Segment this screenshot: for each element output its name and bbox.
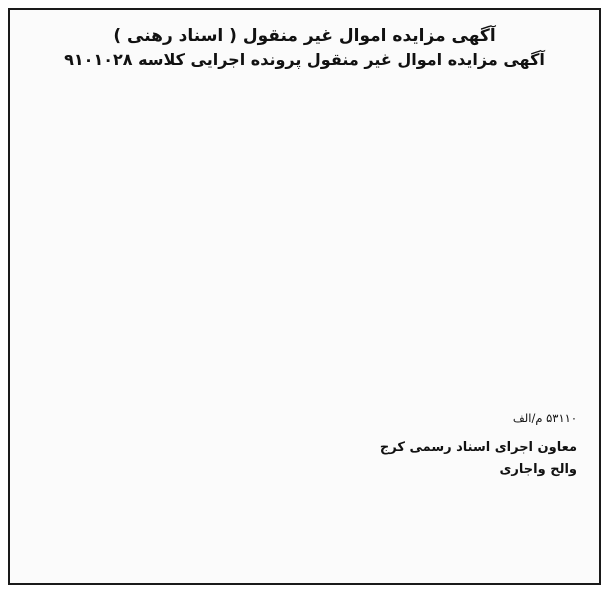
signature-subtitle: والح واجاری bbox=[499, 462, 577, 477]
notice-body bbox=[32, 77, 577, 407]
notice-reference: ۵۳۱۱۰ م/الف bbox=[512, 411, 577, 425]
signature-title: معاون اجرای اسناد رسمی کرج bbox=[379, 440, 577, 455]
notice-content bbox=[10, 10, 599, 491]
notice-frame bbox=[8, 8, 601, 585]
signature-block bbox=[32, 437, 577, 481]
notice-title: آگهی مزایده اموال غیر منقول ( اسناد رهنی ) bbox=[113, 26, 496, 46]
notice-subtitle: آگهی مزایده اموال غیر منقول پرونده اجرایی کلاسه ۹۱۰۱۰۲۸ bbox=[64, 50, 545, 69]
